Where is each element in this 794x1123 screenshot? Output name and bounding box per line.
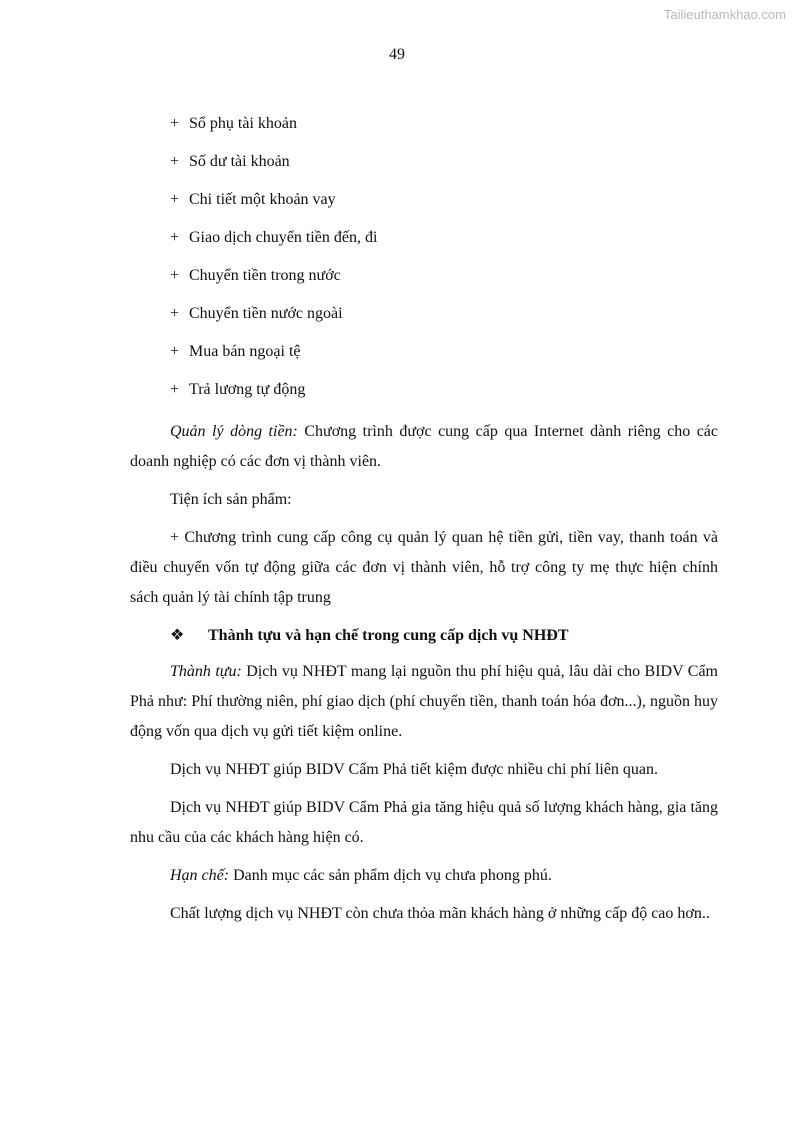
utility-paragraph: + Chương trình cung cấp công cụ quản lý quan hệ tiền gửi, tiền vay, thanh toán và điều chuyển vốn tự động giữa các đơn vị thành viên, hỗ trợ công ty mẹ thực hiện chính sách quản lý tài chính tập trung bbox=[130, 529, 718, 606]
bullet-text: Giao dịch chuyển tiền đến, đi bbox=[189, 229, 378, 246]
plus-bullet-icon: + bbox=[170, 267, 180, 284]
cash-management-paragraph bbox=[130, 417, 718, 477]
plus-bullet-icon: + bbox=[170, 343, 180, 360]
bullet-text: Số dư tài khoản bbox=[189, 153, 290, 170]
bullet-item bbox=[170, 189, 718, 227]
bullet-text: Chi tiết một khoản vay bbox=[189, 191, 336, 208]
diamond-bullet-icon: ❖ bbox=[170, 627, 185, 644]
achievements-text: Dịch vụ NHĐT mang lại nguồn thu phí hiệu quả, lâu dài cho BIDV Cẩm Phả như: Phí thường niên, phí giao dịch (phí chuyển tiền, thanh toán hóa đơn...), nguồn huy động vốn qua dịch vụ gửi tiết kiệm online. bbox=[130, 663, 718, 740]
document-body bbox=[130, 113, 718, 929]
bullet-item bbox=[170, 379, 718, 417]
section-heading bbox=[170, 621, 718, 657]
bullet-item bbox=[170, 341, 718, 379]
plus-bullet-icon: + bbox=[170, 191, 180, 208]
achievements-lead: Thành tựu: bbox=[170, 663, 242, 680]
utility-heading: Tiện ích sản phẩm: bbox=[170, 491, 292, 508]
achievements-paragraph bbox=[130, 657, 718, 747]
bullet-item bbox=[170, 151, 718, 189]
bullet-text: Sổ phụ tài khoản bbox=[189, 115, 297, 132]
bullet-text: Chuyển tiền nước ngoài bbox=[189, 305, 343, 322]
bullet-text: Mua bán ngoại tệ bbox=[189, 343, 301, 360]
plus-bullet-icon: + bbox=[170, 153, 180, 170]
bullet-text: Chuyển tiền trong nước bbox=[189, 267, 341, 284]
customers-paragraph: Dịch vụ NHĐT giúp BIDV Cẩm Phả gia tăng hiệu quả số lượng khách hàng, gia tăng nhu cầu của các khách hàng hiện có. bbox=[130, 799, 718, 846]
section-title: Thành tựu và hạn chế trong cung cấp dịch vụ NHĐT bbox=[208, 627, 569, 644]
plus-bullet-icon: + bbox=[170, 229, 180, 246]
bullet-item bbox=[170, 113, 718, 151]
bullet-item bbox=[170, 303, 718, 341]
cash-management-text: Chương trình được cung cấp qua Internet dành riêng cho các doanh nghiệp có các đơn vị thành viên. bbox=[130, 423, 718, 470]
bullet-list bbox=[170, 113, 718, 417]
watermark: Tailieuthamkhao.com bbox=[663, 7, 786, 22]
limitations-text: Danh mục các sản phẩm dịch vụ chưa phong phú. bbox=[229, 867, 552, 884]
quality-paragraph: Chất lượng dịch vụ NHĐT còn chưa thỏa mãn khách hàng ở những cấp độ cao hơn.. bbox=[170, 905, 710, 922]
limitations-paragraph bbox=[130, 861, 718, 891]
cash-management-lead: Quản lý dòng tiền: bbox=[170, 423, 298, 440]
plus-bullet-icon: + bbox=[170, 115, 180, 132]
page-number: 49 bbox=[389, 46, 405, 63]
bullet-text: Trả lương tự động bbox=[189, 381, 306, 398]
cost-paragraph: Dịch vụ NHĐT giúp BIDV Cẩm Phả tiết kiệm được nhiều chi phí liên quan. bbox=[170, 761, 659, 778]
bullet-item bbox=[170, 227, 718, 265]
limitations-lead: Hạn chế: bbox=[170, 867, 230, 884]
plus-bullet-icon: + bbox=[170, 381, 180, 398]
plus-bullet-icon: + bbox=[170, 305, 180, 322]
bullet-item bbox=[170, 265, 718, 303]
